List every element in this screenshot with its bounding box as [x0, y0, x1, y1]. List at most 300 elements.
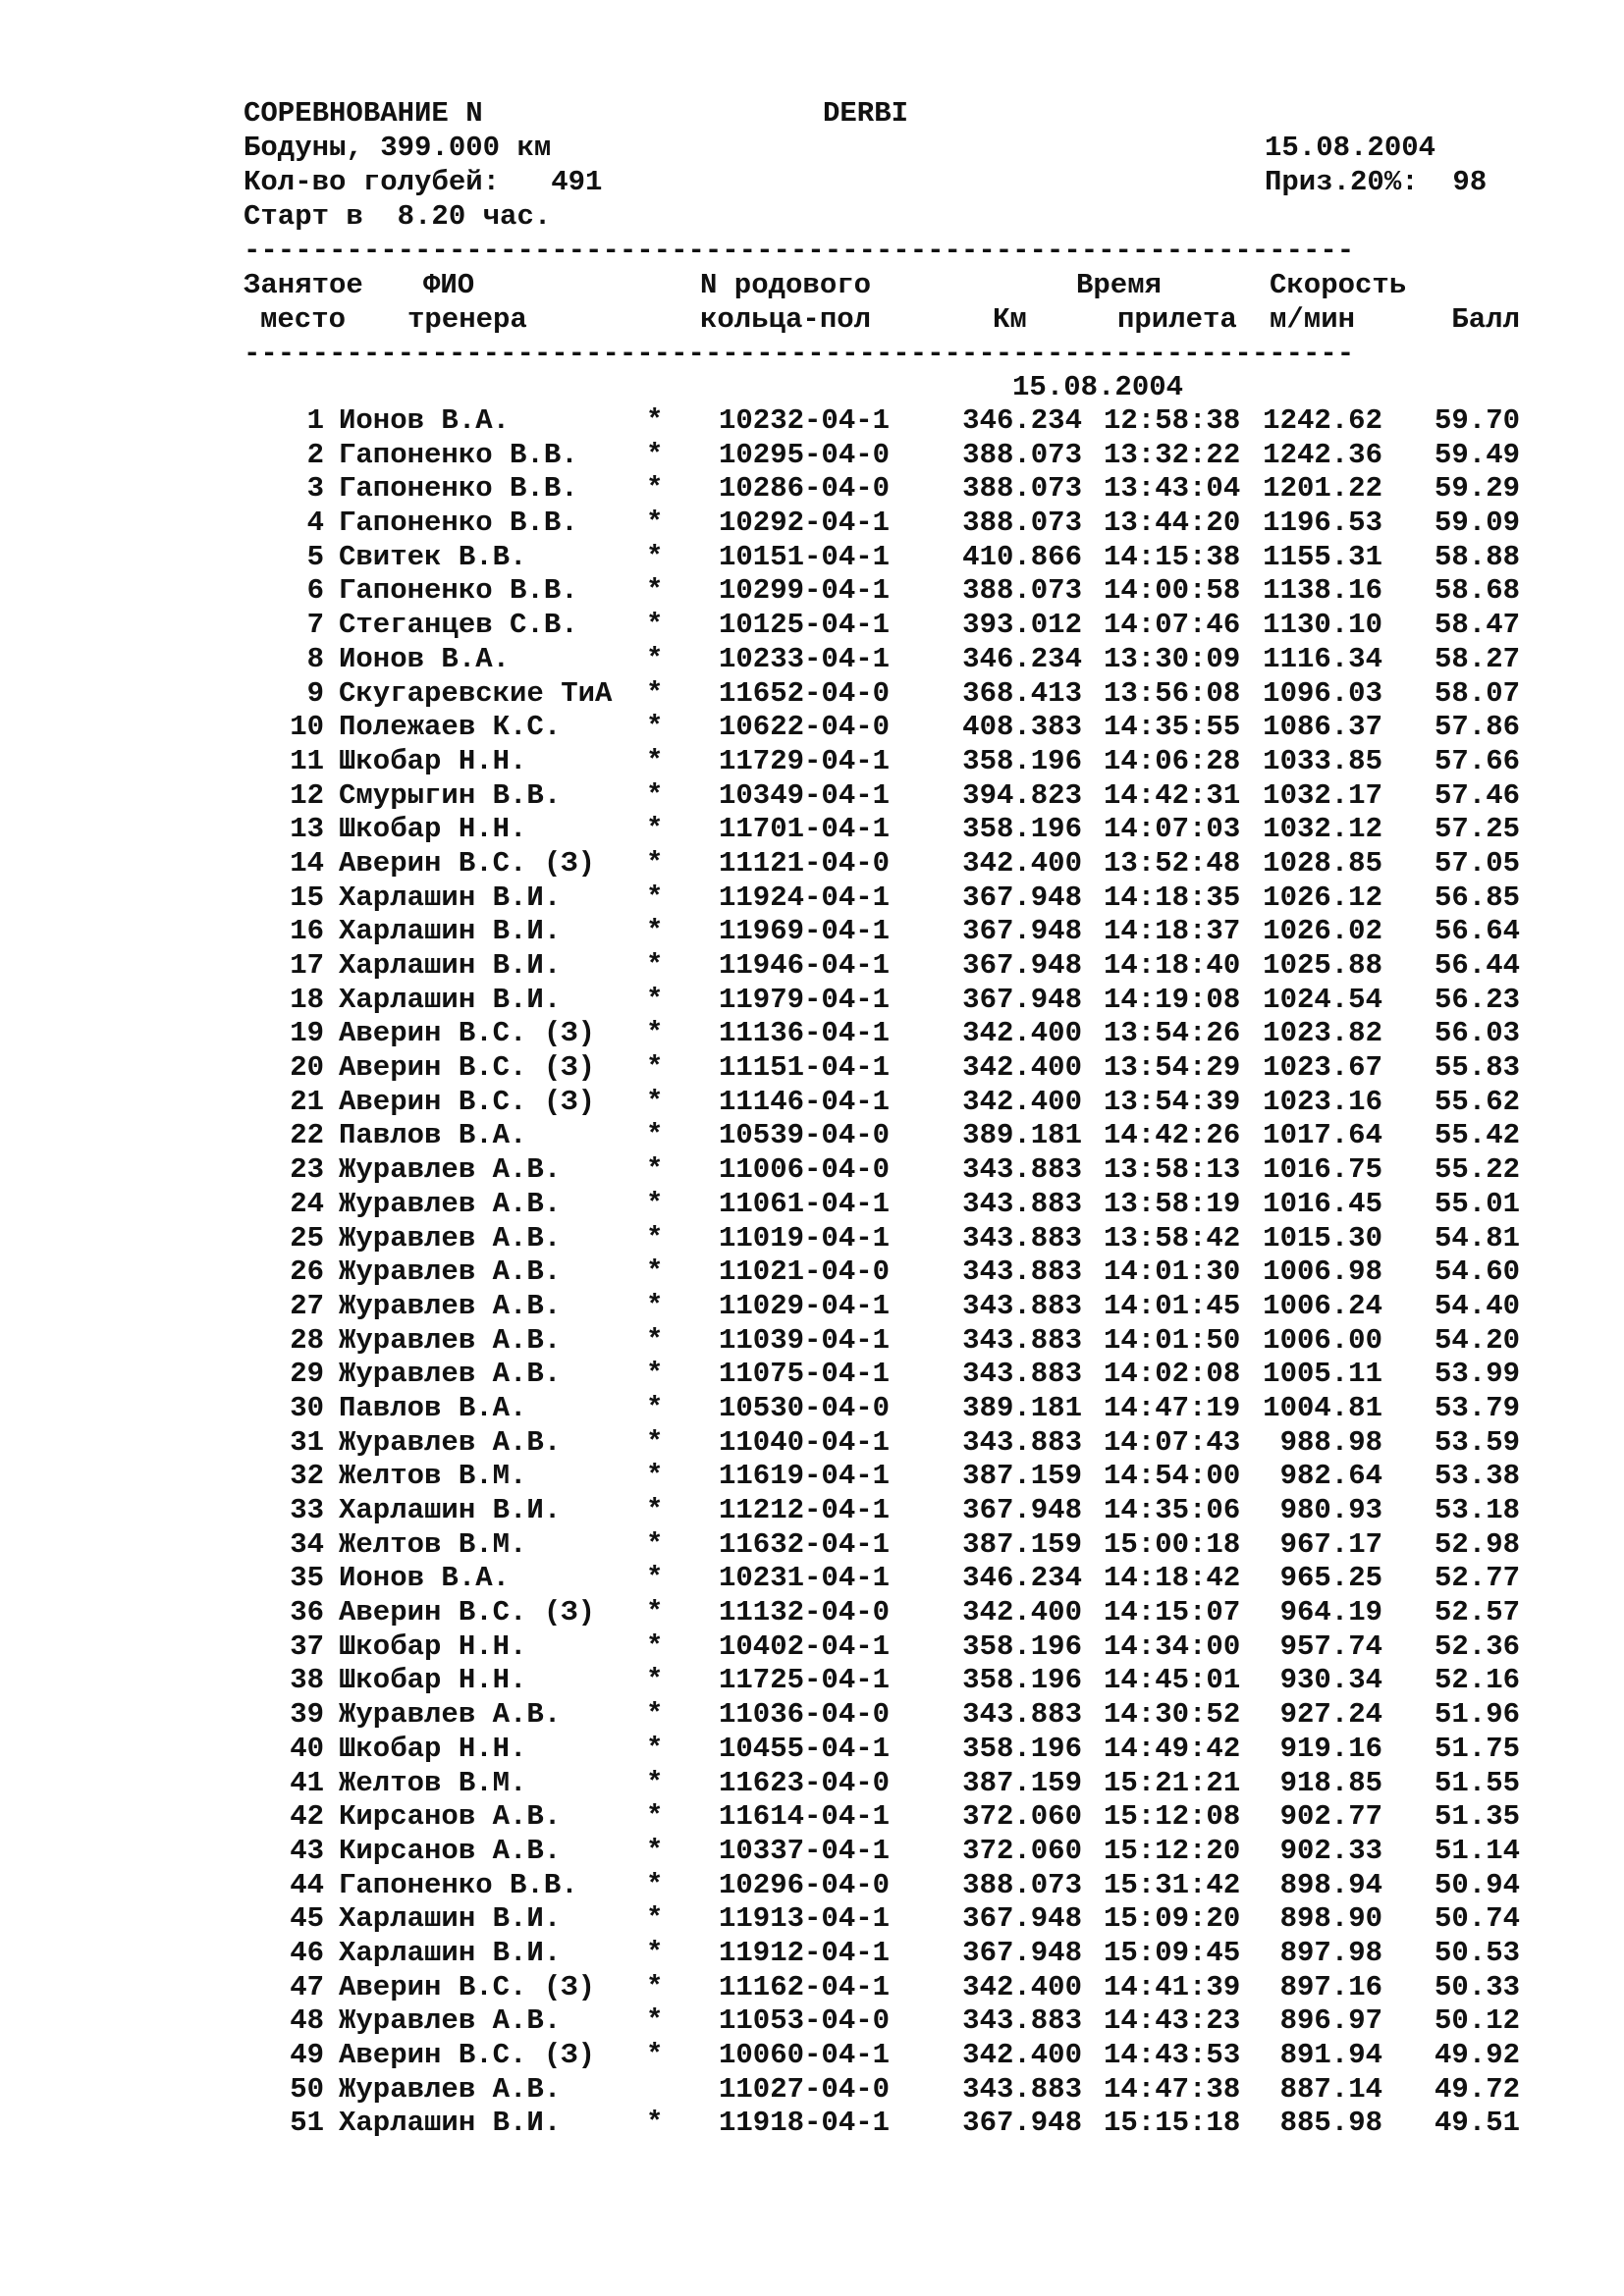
cell-km: 372.060	[962, 1834, 1082, 1867]
cell-name: Аверин В.С. (З)	[339, 1970, 596, 2003]
cell-speed: 902.77	[1279, 1800, 1382, 1834]
cell-name: Шкобар Н.Н.	[339, 1629, 527, 1663]
col-name-2: тренера	[407, 303, 527, 336]
cell-time: 14:15:07	[1104, 1596, 1241, 1629]
cell-name: Ионов В.А.	[339, 404, 511, 437]
cell-mark: *	[646, 1323, 664, 1357]
cell-name: Журавлев А.В.	[339, 1153, 562, 1187]
cell-place: 46	[290, 1936, 324, 1969]
cell-ring: 11029-04-1	[719, 1289, 891, 1322]
cell-name: Харлашин В.И.	[339, 1936, 562, 1969]
cell-place: 28	[290, 1323, 324, 1357]
cell-name: Ионов В.А.	[339, 642, 511, 675]
cell-km: 388.073	[962, 574, 1082, 608]
cell-score: 53.18	[1434, 1494, 1520, 1526]
results-table	[244, 404, 1520, 2141]
cell-km: 342.400	[962, 1085, 1082, 1118]
cell-score: 56.44	[1434, 949, 1520, 982]
cell-score: 52.57	[1434, 1596, 1520, 1629]
cell-time: 14:30:52	[1104, 1698, 1241, 1732]
cell-name: Ионов В.А.	[339, 1562, 511, 1595]
cell-ring: 11021-04-0	[719, 1255, 891, 1289]
cell-place: 30	[290, 1391, 324, 1424]
cell-mark: *	[646, 642, 664, 675]
table-row	[244, 1426, 1520, 1461]
cell-place: 9	[306, 676, 324, 710]
cell-speed: 982.64	[1279, 1460, 1382, 1493]
separator-top: -----------------------------------------------------------------	[244, 235, 1355, 267]
cell-score: 56.23	[1434, 983, 1520, 1016]
cell-speed: 891.94	[1279, 2039, 1382, 2071]
cell-name: Гапоненко В.В.	[339, 574, 578, 608]
table-row	[244, 1767, 1520, 1801]
cell-place: 27	[290, 1289, 324, 1322]
cell-mark: *	[646, 507, 664, 540]
cell-score: 51.55	[1434, 1766, 1520, 1799]
cell-place: 37	[290, 1629, 324, 1663]
cell-time: 14:00:58	[1104, 574, 1241, 608]
cell-mark: *	[646, 1153, 664, 1187]
cell-name: Журавлев А.В.	[339, 1255, 562, 1289]
cell-place: 21	[290, 1085, 324, 1118]
cell-ring: 11121-04-0	[719, 846, 891, 880]
cell-name: Полежаев К.С.	[339, 711, 562, 744]
cell-time: 14:47:19	[1104, 1391, 1241, 1424]
cell-ring: 10232-04-1	[719, 404, 891, 437]
table-row	[244, 1017, 1520, 1051]
cell-speed: 887.14	[1279, 2072, 1382, 2106]
cell-place: 39	[290, 1698, 324, 1732]
col-ring-2: кольца-пол	[700, 303, 872, 336]
cell-speed: 1155.31	[1263, 540, 1382, 573]
cell-name: Смурыгин В.В.	[339, 778, 562, 812]
cell-name: Шкобар Н.Н.	[339, 1664, 527, 1697]
cell-ring: 11619-04-1	[719, 1460, 891, 1493]
cell-score: 55.22	[1434, 1153, 1520, 1187]
cell-speed: 896.97	[1279, 2004, 1382, 2038]
cell-score: 57.25	[1434, 813, 1520, 846]
cell-speed: 897.98	[1279, 1936, 1382, 1969]
cell-ring: 11132-04-0	[719, 1596, 891, 1629]
table-row	[244, 1937, 1520, 1971]
cell-place: 32	[290, 1460, 324, 1493]
cell-ring: 11632-04-1	[719, 1527, 891, 1561]
pigeon-count: Кол-во голубей: 491	[244, 166, 603, 198]
cell-speed: 1032.17	[1263, 778, 1382, 812]
table-row	[244, 1800, 1520, 1835]
cell-km: 410.866	[962, 540, 1082, 573]
cell-time: 14:18:40	[1104, 949, 1241, 982]
col-km: Км	[993, 303, 1027, 336]
cell-ring: 10337-04-1	[719, 1834, 891, 1867]
table-row	[244, 609, 1520, 643]
cell-score: 55.62	[1434, 1085, 1520, 1118]
cell-place: 14	[290, 846, 324, 880]
cell-mark: *	[646, 1358, 664, 1391]
cell-speed: 980.93	[1279, 1494, 1382, 1526]
cell-ring: 11053-04-0	[719, 2004, 891, 2038]
cell-mark: *	[646, 1698, 664, 1732]
cell-time: 13:32:22	[1104, 438, 1241, 471]
table-row	[244, 1086, 1520, 1120]
cell-km: 389.181	[962, 1119, 1082, 1152]
col-time-2: прилета	[1117, 303, 1237, 336]
cell-mark: *	[646, 1221, 664, 1255]
cell-time: 14:06:28	[1104, 744, 1241, 777]
cell-km: 342.400	[962, 1596, 1082, 1629]
cell-place: 16	[290, 915, 324, 948]
cell-ring: 10151-04-1	[719, 540, 891, 573]
cell-ring: 11913-04-1	[719, 1902, 891, 1936]
cell-speed: 1201.22	[1263, 472, 1382, 506]
cell-time: 15:12:08	[1104, 1800, 1241, 1834]
cell-ring: 10455-04-1	[719, 1732, 891, 1765]
cell-place: 43	[290, 1834, 324, 1867]
cell-score: 57.86	[1434, 711, 1520, 744]
cell-time: 14:19:08	[1104, 983, 1241, 1016]
cell-km: 389.181	[962, 1391, 1082, 1424]
cell-time: 14:43:53	[1104, 2039, 1241, 2071]
cell-place: 5	[306, 540, 324, 573]
cell-km: 358.196	[962, 813, 1082, 846]
release-point: Бодуны, 399.000 км	[244, 132, 552, 164]
cell-name: Журавлев А.В.	[339, 1698, 562, 1732]
cell-place: 1	[306, 404, 324, 437]
cell-ring: 11614-04-1	[719, 1800, 891, 1834]
cell-time: 14:49:42	[1104, 1732, 1241, 1765]
cell-place: 41	[290, 1766, 324, 1799]
race-name: DERBI	[823, 97, 909, 130]
cell-km: 343.883	[962, 1358, 1082, 1391]
table-row	[244, 507, 1520, 541]
cell-score: 49.72	[1434, 2072, 1520, 2106]
table-row	[244, 813, 1520, 847]
cell-km: 387.159	[962, 1766, 1082, 1799]
cell-mark: *	[646, 2004, 664, 2038]
cell-time: 14:42:26	[1104, 1119, 1241, 1152]
cell-mark: *	[646, 711, 664, 744]
cell-score: 51.75	[1434, 1732, 1520, 1765]
cell-place: 15	[290, 881, 324, 914]
cell-score: 53.79	[1434, 1391, 1520, 1424]
cell-ring: 11039-04-1	[719, 1323, 891, 1357]
table-row	[244, 1630, 1520, 1665]
cell-speed: 902.33	[1279, 1834, 1382, 1867]
cell-place: 22	[290, 1119, 324, 1152]
table-row	[244, 1562, 1520, 1596]
table-row	[244, 1494, 1520, 1528]
cell-name: Аверин В.С. (З)	[339, 846, 596, 880]
cell-mark: *	[646, 1494, 664, 1526]
cell-score: 51.35	[1434, 1800, 1520, 1834]
cell-speed: 1028.85	[1263, 846, 1382, 880]
cell-time: 15:09:20	[1104, 1902, 1241, 1936]
cell-mark: *	[646, 1460, 664, 1493]
cell-mark: *	[646, 983, 664, 1016]
cell-speed: 885.98	[1279, 2107, 1382, 2140]
cell-name: Харлашин В.И.	[339, 881, 562, 914]
cell-mark: *	[646, 1527, 664, 1561]
cell-mark: *	[646, 540, 664, 573]
cell-place: 8	[306, 642, 324, 675]
separator-bottom: -----------------------------------------------------------------	[244, 338, 1355, 370]
cell-speed: 1196.53	[1263, 507, 1382, 540]
cell-place: 12	[290, 778, 324, 812]
cell-score: 55.42	[1434, 1119, 1520, 1152]
cell-name: Журавлев А.В.	[339, 2072, 562, 2106]
cell-speed: 1025.88	[1263, 949, 1382, 982]
cell-ring: 10060-04-1	[719, 2039, 891, 2071]
cell-km: 343.883	[962, 1425, 1082, 1459]
cell-speed: 930.34	[1279, 1664, 1382, 1697]
cell-time: 15:12:20	[1104, 1834, 1241, 1867]
cell-mark: *	[646, 915, 664, 948]
cell-place: 24	[290, 1187, 324, 1220]
column-header-row-2	[244, 302, 1520, 337]
cell-time: 13:30:09	[1104, 642, 1241, 675]
cell-mark: *	[646, 1732, 664, 1765]
cell-time: 14:41:39	[1104, 1970, 1241, 2003]
cell-km: 394.823	[962, 778, 1082, 812]
cell-score: 59.09	[1434, 507, 1520, 540]
cell-mark: *	[646, 1562, 664, 1595]
cell-score: 58.47	[1434, 609, 1520, 642]
cell-mark: *	[646, 1391, 664, 1424]
cell-speed: 1023.82	[1263, 1017, 1382, 1050]
cell-km: 367.948	[962, 2107, 1082, 2140]
cell-speed: 1033.85	[1263, 744, 1382, 777]
table-row	[244, 1051, 1520, 1086]
cell-score: 56.03	[1434, 1017, 1520, 1050]
cell-name: Гапоненко В.В.	[339, 472, 578, 506]
cell-mark: *	[646, 2039, 664, 2071]
cell-name: Свитек В.В.	[339, 540, 527, 573]
cell-km: 388.073	[962, 438, 1082, 471]
cell-km: 367.948	[962, 881, 1082, 914]
cell-place: 6	[306, 574, 324, 608]
cell-mark: *	[646, 1664, 664, 1697]
cell-time: 15:00:18	[1104, 1527, 1241, 1561]
cell-name: Желтов В.М.	[339, 1527, 527, 1561]
cell-place: 26	[290, 1255, 324, 1289]
group-date: 15.08.2004	[1012, 371, 1184, 403]
cell-km: 346.234	[962, 1562, 1082, 1595]
table-row	[244, 847, 1520, 881]
cell-mark: *	[646, 438, 664, 471]
cell-km: 388.073	[962, 472, 1082, 506]
cell-ring: 10296-04-0	[719, 1868, 891, 1901]
cell-place: 36	[290, 1596, 324, 1629]
cell-time: 15:09:45	[1104, 1936, 1241, 1969]
cell-name: Аверин В.С. (З)	[339, 1596, 596, 1629]
cell-ring: 11151-04-1	[719, 1051, 891, 1085]
cell-ring: 11918-04-1	[719, 2107, 891, 2140]
cell-name: Журавлев А.В.	[339, 1323, 562, 1357]
cell-mark: *	[646, 1970, 664, 2003]
cell-score: 49.51	[1434, 2107, 1520, 2140]
cell-mark: *	[646, 1629, 664, 1663]
cell-place: 18	[290, 983, 324, 1016]
cell-ring: 11212-04-1	[719, 1494, 891, 1526]
cell-name: Харлашин В.И.	[339, 983, 562, 1016]
cell-speed: 898.94	[1279, 1868, 1382, 1901]
cell-name: Харлашин В.И.	[339, 2107, 562, 2140]
cell-ring: 11162-04-1	[719, 1970, 891, 2003]
cell-km: 342.400	[962, 1970, 1082, 2003]
cell-time: 14:01:45	[1104, 1289, 1241, 1322]
cell-speed: 967.17	[1279, 1527, 1382, 1561]
cell-km: 343.883	[962, 1255, 1082, 1289]
cell-place: 47	[290, 1970, 324, 2003]
cell-time: 13:56:08	[1104, 676, 1241, 710]
cell-score: 50.33	[1434, 1970, 1520, 2003]
cell-ring: 11652-04-0	[719, 676, 891, 710]
cell-time: 13:54:26	[1104, 1017, 1241, 1050]
cell-score: 57.46	[1434, 778, 1520, 812]
cell-ring: 10622-04-0	[719, 711, 891, 744]
cell-ring: 11912-04-1	[719, 1936, 891, 1969]
cell-place: 7	[306, 609, 324, 642]
cell-time: 13:58:19	[1104, 1187, 1241, 1220]
cell-mark: *	[646, 404, 664, 437]
cell-place: 20	[290, 1051, 324, 1085]
cell-time: 15:15:18	[1104, 2107, 1241, 2140]
cell-km: 343.883	[962, 1289, 1082, 1322]
table-row	[244, 677, 1520, 712]
release-date: 15.08.2004	[1265, 132, 1436, 164]
cell-time: 13:43:04	[1104, 472, 1241, 506]
cell-speed: 957.74	[1279, 1629, 1382, 1663]
cell-mark: *	[646, 1051, 664, 1085]
col-speed-2: м/мин	[1270, 303, 1356, 336]
cell-time: 13:44:20	[1104, 507, 1241, 540]
cell-place: 35	[290, 1562, 324, 1595]
cell-mark: *	[646, 1289, 664, 1322]
cell-mark: *	[646, 1119, 664, 1152]
cell-km: 343.883	[962, 1221, 1082, 1255]
cell-km: 372.060	[962, 1800, 1082, 1834]
cell-score: 52.16	[1434, 1664, 1520, 1697]
col-name-1: ФИО	[423, 269, 475, 301]
cell-place: 48	[290, 2004, 324, 2038]
cell-name: Журавлев А.В.	[339, 1221, 562, 1255]
cell-time: 14:43:23	[1104, 2004, 1241, 2038]
col-place-2: место	[260, 303, 347, 336]
cell-speed: 918.85	[1279, 1766, 1382, 1799]
cell-ring: 10402-04-1	[719, 1629, 891, 1663]
table-row	[244, 1596, 1520, 1630]
cell-score: 55.01	[1434, 1187, 1520, 1220]
header-line-2	[244, 131, 1520, 165]
cell-name: Кирсанов А.В.	[339, 1800, 562, 1834]
cell-name: Аверин В.С. (З)	[339, 1017, 596, 1050]
cell-score: 51.14	[1434, 1834, 1520, 1867]
cell-time: 14:01:30	[1104, 1255, 1241, 1289]
cell-ring: 11969-04-1	[719, 915, 891, 948]
cell-ring: 10530-04-0	[719, 1391, 891, 1424]
cell-km: 342.400	[962, 1017, 1082, 1050]
cell-ring: 11979-04-1	[719, 983, 891, 1016]
cell-name: Аверин В.С. (З)	[339, 1085, 596, 1118]
cell-score: 53.99	[1434, 1358, 1520, 1391]
cell-mark: *	[646, 846, 664, 880]
cell-score: 55.83	[1434, 1051, 1520, 1085]
cell-ring: 11006-04-0	[719, 1153, 891, 1187]
cell-km: 342.400	[962, 1051, 1082, 1085]
cell-place: 44	[290, 1868, 324, 1901]
cell-km: 367.948	[962, 1902, 1082, 1936]
cell-speed: 1016.75	[1263, 1153, 1382, 1187]
table-row	[244, 1119, 1520, 1153]
cell-name: Стеганцев С.В.	[339, 609, 578, 642]
cell-time: 14:07:46	[1104, 609, 1241, 642]
cell-km: 387.159	[962, 1460, 1082, 1493]
table-row	[244, 1392, 1520, 1426]
table-row	[244, 1902, 1520, 1937]
cell-name: Журавлев А.В.	[339, 1358, 562, 1391]
cell-time: 15:31:42	[1104, 1868, 1241, 1901]
table-row	[244, 1324, 1520, 1359]
table-row	[244, 2004, 1520, 2039]
cell-speed: 1138.16	[1263, 574, 1382, 608]
cell-mark: *	[646, 1800, 664, 1834]
cell-km: 387.159	[962, 1527, 1082, 1561]
cell-speed: 1023.16	[1263, 1085, 1382, 1118]
cell-score: 59.49	[1434, 438, 1520, 471]
table-row	[244, 2073, 1520, 2108]
cell-score: 52.77	[1434, 1562, 1520, 1595]
cell-speed: 1023.67	[1263, 1051, 1382, 1085]
cell-speed: 898.90	[1279, 1902, 1382, 1936]
cell-time: 15:21:21	[1104, 1766, 1241, 1799]
cell-name: Журавлев А.В.	[339, 1187, 562, 1220]
table-row	[244, 915, 1520, 949]
cell-speed: 927.24	[1279, 1698, 1382, 1732]
cell-mark: *	[646, 1017, 664, 1050]
group-date-row	[244, 371, 1520, 404]
cell-mark: *	[646, 1766, 664, 1799]
cell-time: 14:02:08	[1104, 1358, 1241, 1391]
table-row	[244, 472, 1520, 507]
cell-ring: 11729-04-1	[719, 744, 891, 777]
cell-km: 367.948	[962, 1936, 1082, 1969]
table-row	[244, 1698, 1520, 1733]
cell-mark: *	[646, 1425, 664, 1459]
cell-name: Журавлев А.В.	[339, 1425, 562, 1459]
cell-speed: 1242.62	[1263, 404, 1382, 437]
cell-time: 14:47:38	[1104, 2072, 1241, 2106]
cell-speed: 1005.11	[1263, 1358, 1382, 1391]
cell-mark: *	[646, 472, 664, 506]
start-time: Старт в 8.20 час.	[244, 200, 552, 233]
cell-ring: 11036-04-0	[719, 1698, 891, 1732]
column-header-row-1	[244, 268, 1520, 302]
cell-time: 14:35:06	[1104, 1494, 1241, 1526]
cell-mark: *	[646, 1085, 664, 1118]
cell-km: 343.883	[962, 2072, 1082, 2106]
cell-km: 388.073	[962, 1868, 1082, 1901]
cell-ring: 11725-04-1	[719, 1664, 891, 1697]
cell-score: 58.07	[1434, 676, 1520, 710]
cell-speed: 1026.02	[1263, 915, 1382, 948]
cell-km: 342.400	[962, 846, 1082, 880]
cell-place: 49	[290, 2039, 324, 2071]
table-row	[244, 2107, 1520, 2141]
cell-km: 368.413	[962, 676, 1082, 710]
table-row	[244, 404, 1520, 439]
cell-place: 45	[290, 1902, 324, 1936]
cell-speed: 1015.30	[1263, 1221, 1382, 1255]
